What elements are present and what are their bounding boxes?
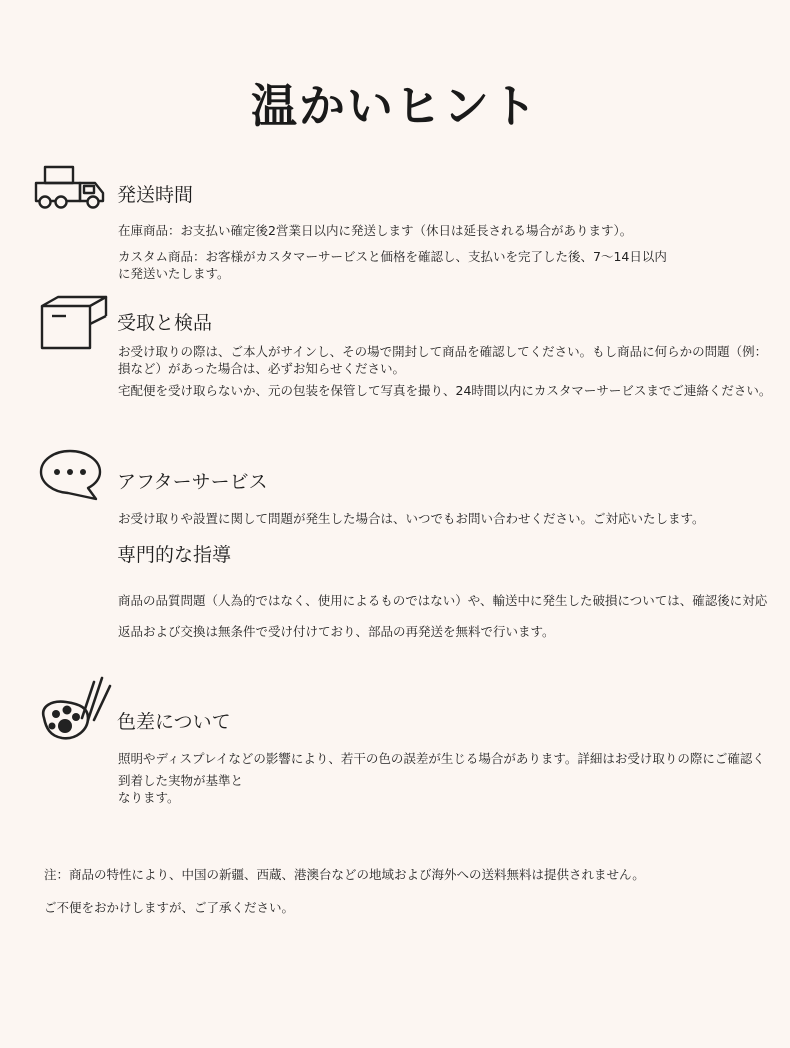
palette-icon: [38, 672, 118, 746]
apology-note: ご不便をおかけしますが、ご了承ください。: [44, 900, 295, 915]
guidance-line-1: 商品の品質問題（人為的ではなく、使用によるものではない）や、輸送中に発生した破損については、確認後に対応: [118, 593, 768, 608]
shipping-line-2: カスタム商品：お客様がカスタマーサービスと価格を確認し、支払いを完了した後、7〜14日以内: [118, 249, 667, 264]
guidance-line-2: 返品および交換は無条件で受け付けており、部品の再発送を無料で行います。: [118, 624, 555, 639]
receipt-line-1: お受け取りの際は、ご本人がサインし、その場で開封して商品を確認してください。もし商品に何らかの問題（例：: [118, 344, 768, 359]
after-service-line-1: お受け取りや設置に関して問題が発生した場合は、いつでもお問い合わせください。ご対応いたします。: [118, 511, 705, 526]
guidance-heading: 専門的な指導: [117, 544, 232, 566]
chat-bubble-icon: [38, 448, 104, 502]
receipt-heading: 受取と検品: [117, 312, 213, 334]
shipping-heading: 発送時間: [117, 184, 194, 206]
color-line-3: なります。: [118, 790, 180, 805]
color-line-2: 到着した実物が基準と: [118, 773, 244, 788]
shipping-note: 注：商品の特性により、中国の新疆、西蔵、港澳台などの地域および海外への送料無料は提供されません。: [44, 867, 645, 882]
box-icon: [38, 294, 110, 352]
receipt-line-3: 宅配便を受け取らないか、元の包装を保管して写真を撮り、24時間以内にカスタマーサービスまでご連絡ください。: [118, 383, 772, 398]
color-line-1: 照明やディスプレイなどの影響により、若干の色の誤差が生じる場合があります。詳細はお受け取りの際にご確認く: [118, 751, 765, 766]
receipt-line-2: 損など）があった場合は、必ずお知らせください。: [118, 361, 406, 376]
truck-icon: [33, 164, 111, 212]
page-title: 温かいヒント: [251, 79, 539, 133]
color-heading: 色差について: [117, 711, 231, 733]
shipping-line-3: に発送いたします。: [118, 266, 230, 281]
after-service-heading: アフターサービス: [117, 471, 268, 493]
shipping-line-1: 在庫商品：お支払い確定後2営業日以内に発送します（休日は延長される場合があります）。: [118, 223, 633, 238]
